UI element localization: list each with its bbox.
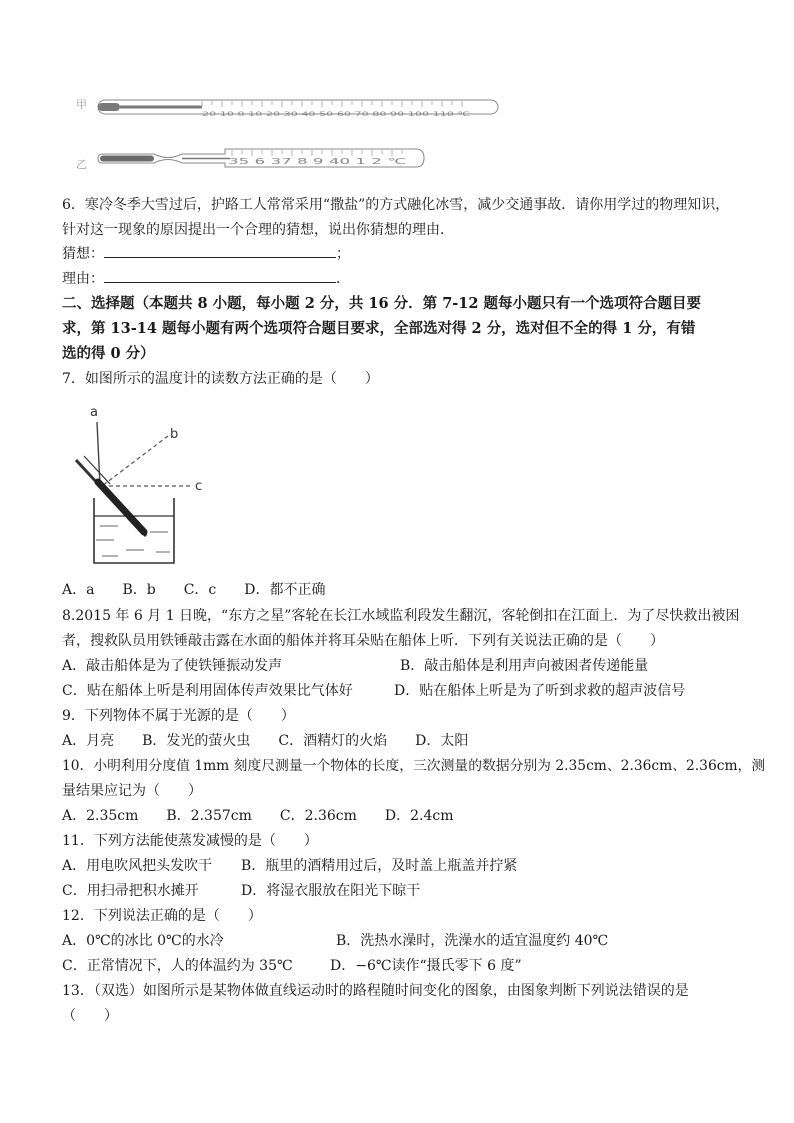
section2-line-1: 二、选择题（本题共 8 小题，每小题 2 分，共 16 分．第 7-12 题每小题只有一个选项符合题目要 [62,295,702,312]
q7-label-a: a [90,405,98,420]
thermometer-b-scale: 35 6 37 8 9 40 1 2 ℃ [228,157,407,166]
thermometer-a-bulb [98,103,120,111]
q8-option-b: B．敲击船体是利用声向被困者传递能量 [400,658,649,674]
thermometer-b-label: 乙 [76,158,87,171]
q7-stem: 7．如图所示的温度计的读数方法正确的是（ ） [62,371,379,387]
thermometer-figure-svg [60,92,520,184]
q13-line-1: 13．（双选）如图所示是某物体做直线运动时的路程随时间变化的图象，由图象判断下列说法错误的是 [62,983,689,999]
q12-option-a: A．0℃的冰比 0℃的水冷 [62,933,224,949]
q12-option-d: D．−6℃读作“摄氏零下 6 度” [330,958,522,974]
thermometer-a-scale: 20 10 0 10 20 30 40 50 60 70 80 90 100 110 ℃ [202,111,471,118]
q12-stem: 12．下列说法正确的是（ ） [62,908,262,924]
q6-guess-label: 猜想： [62,246,104,262]
q6-line-1: 6．寒冷冬季大雪过后，护路工人常常采用“撒盐”的方式融化冰雪，减少交通事故．请你用学过的物理知识， [62,197,730,213]
q6-guess-row [62,245,350,263]
q6-guess-end: ； [336,246,350,262]
q8-option-c: C．贴在船体上听是利用固体传声效果比气体好 [62,683,353,699]
q10-options: A．2.35cm B．2.357cm C．2.36cm D．2.4cm [62,808,454,824]
q11-stem: 11．下列方法能使蒸发减慢的是（ ） [62,833,318,849]
q11-option-d: D．将湿衣服放在阳光下晾干 [241,883,421,899]
q6-line-2: 针对这一现象的原因提出一个合理的猜想，说出你猜想的理由． [62,222,454,238]
q11-option-a: A．用电吹风把头发吹干 [62,858,213,874]
q7-figure-svg [66,400,226,570]
q10-line-2: 量结果应记为（ ） [62,783,202,799]
q7-thermometer-liquid [98,482,144,532]
q7-options: A．a B．b C．c D．都不正确 [62,582,326,598]
q10-line-1: 10．小明利用分度值 1mm 刻度尺测量一个物体的长度，三次测量的数据分别为 2.35cm、2.36cm、2.36cm，测 [62,758,766,774]
q12-option-c: C．正常情况下，人的体温约为 35℃ [62,958,293,974]
q11-option-c: C．用扫帚把积水摊开 [62,883,199,899]
q7-label-c: c [195,479,203,494]
q7-sight-line-a [97,422,100,486]
q6-guess-blank[interactable] [104,245,336,258]
section2-line-3: 选的得 0 分） [62,345,155,362]
q8-option-a: A．敲击船体是为了使铁锤振动发声 [62,658,283,674]
section2-line-2: 求，第 13-14 题每小题有两个选项符合题目要求，全部选对得 2 分，选对但不全的得 1 分，有错 [62,320,696,337]
q6-reason-blank[interactable] [104,270,336,283]
q7-label-b: b [170,427,179,442]
q8-line-2: 者，搜救队员用铁锤敲击露在水面的船体并将耳朵贴在船体上听．下列有关说法正确的是（ ） [62,633,664,649]
q6-reason-label: 理由： [62,271,104,287]
q7-beaker [94,498,174,563]
q7-sight-line-b [102,436,168,486]
thermometer-a-label: 甲 [76,98,87,111]
q8-option-d: D．贴在船体上听是为了听到求救的超声波信号 [394,683,686,699]
q6-reason-row [62,270,350,288]
q6-reason-end: ． [336,271,350,287]
thermometer-b-bulb [100,156,154,162]
q7-figure [66,400,226,570]
q13-line-2: （ ） [62,1008,118,1024]
thermometer-figure [60,92,520,184]
q9-options: A．月亮 B．发光的萤火虫 C．酒精灯的火焰 D．太阳 [62,733,469,749]
q8-line-1: 8.2015 年 6 月 1 日晚，“东方之星”客轮在长江水域监利段发生翻沉，客轮倒扣在江面上．为了尽快救出被困 [62,608,740,624]
q12-option-b: B．洗热水澡时，洗澡水的适宜温度约 40℃ [336,933,609,949]
q9-stem: 9．下列物体不属于光源的是（ ） [62,708,295,724]
q11-option-b: B．瓶里的酒精用过后，及时盖上瓶盖并拧紧 [241,858,518,874]
